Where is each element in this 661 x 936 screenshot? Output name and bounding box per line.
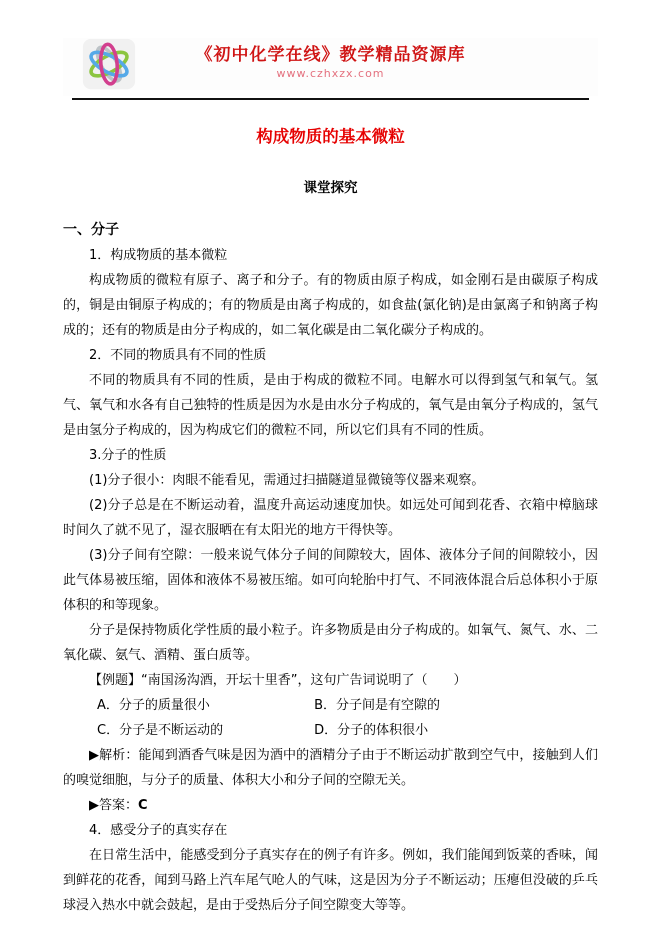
point3-item-1: (1)分子很小：肉眼不能看见，需通过扫描隧道显微镜等仪器来观察。 (89, 473, 485, 488)
letterhead-text (63, 38, 598, 82)
point3-item-2: (2)分子总是在不断运动着，温度升高运动速度加快。如远处可闻到花香、衣箱中樟脑球时间久了就不见了，湿衣服晒在有太阳光的地方干得快等。 (63, 498, 598, 538)
example-answer (63, 793, 598, 818)
example-options-row-1 (63, 693, 598, 718)
option-d: D．分子的体积很小 (314, 723, 429, 738)
section-heading-molecule: 一、分子 (63, 222, 119, 238)
answer-label: ▶答案： (89, 798, 138, 813)
point4-heading: 4．感受分子的真实存在 (89, 823, 228, 838)
point2-body: 不同的物质具有不同的性质，是由于构成的微粒不同。电解水可以得到氢气和氧气。氢气、氧气和水各有自己独特的性质是因为水是由水分子构成的，氧气是由氧分子构成的，氢气是由氢分子构成的，因为构成它们的微粒不同，所以它们具有不同的性质。 (63, 373, 598, 438)
point1-heading: 1．构成物质的基本微粒 (89, 248, 228, 263)
letterhead-divider (72, 98, 589, 100)
point4-body: 在日常生活中，能感受到分子真实存在的例子有许多。例如，我们能闻到饭菜的香味，闻到鲜花的花香，闻到马路上汽车尾气呛人的气味，这是因为分子不断运动；压瘪但没破的乒乓球浸入热水中就会鼓起，是由于受热后分子间空隙变大等等。 (63, 848, 598, 913)
brand-url: www.czhxzx.com (276, 67, 385, 80)
atom-logo-icon (81, 38, 137, 92)
option-b: B．分子间是有空隙的 (314, 698, 441, 713)
example-question: 【例题】“南国汤沟酒，开坛十里香”，这句广告词说明了（ ） (89, 673, 467, 688)
example-analysis: ▶解析：能闻到酒香气味是因为酒中的酒精分子由于不断运动扩散到空气中，接触到人们的嗅觉细胞，与分子的质量、体积大小和分子间的空隙无关。 (63, 748, 598, 788)
answer-value: C (138, 798, 148, 813)
point3-heading: 3.分子的性质 (89, 448, 167, 463)
document-content (0, 126, 661, 918)
molecule-definition-summary: 分子是保持物质化学性质的最小粒子。许多物质是由分子构成的。如氧气、氮气、水、二氧化碳、氨气、酒精、蛋白质等。 (63, 623, 598, 663)
page-subtitle: 课堂探究 (303, 180, 358, 196)
site-letterhead (63, 38, 598, 96)
option-a: A．分子的质量很小 (97, 698, 210, 713)
page-title: 构成物质的基本微粒 (256, 127, 405, 146)
point2-heading: 2．不同的物质具有不同的性质 (89, 348, 267, 363)
example-options-row-2 (63, 718, 598, 743)
brand-title: 《初中化学在线》教学精品资源库 (195, 45, 466, 65)
point3-item-3: (3)分子间有空隙：一般来说气体分子间的间隙较大，固体、液体分子间的间隙较小，因此气体易被压缩，固体和液体不易被压缩。如可向轮胎中打气、不同液体混合后总体积小于原体积的和等现象。 (63, 548, 598, 613)
option-c: C．分子是不断运动的 (97, 723, 224, 738)
point1-body: 构成物质的微粒有原子、离子和分子。有的物质由原子构成，如金刚石是由碳原子构成的，铜是由铜原子构成的；有的物质是由离子构成的，如食盐(氯化钠)是由氯离子和钠离子构成的；还有的物质是由分子构成的，如二氧化碳是由二氧化碳分子构成的。 (63, 273, 598, 338)
